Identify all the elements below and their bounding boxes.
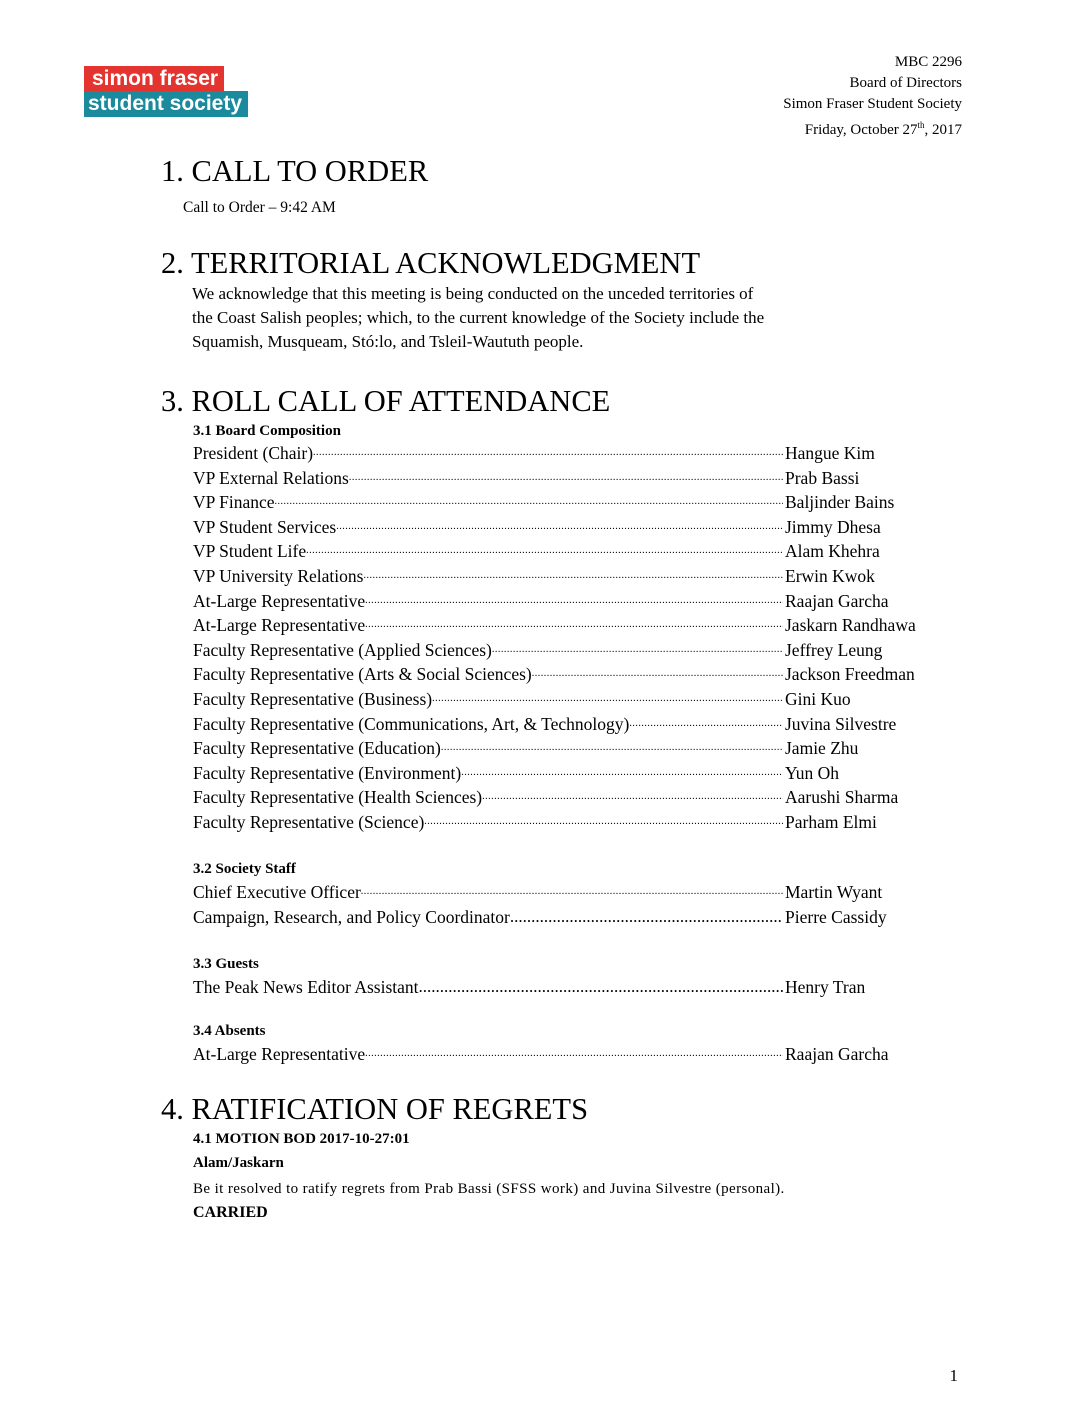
attendance-name: Prab Bassi [785, 467, 860, 488]
guests-heading: 3.3 Guests [193, 956, 259, 972]
attendance-name: Jackson Freedman [785, 664, 915, 685]
attendance-row [193, 466, 955, 490]
section-3-title: 3. ROLL CALL OF ATTENDANCE [161, 384, 611, 418]
dot-leader [365, 613, 783, 637]
attendance-name: Aarushi Sharma [785, 787, 899, 808]
acknowledgment-line-3: Squamish, Musqueam, Stó:lo, and Tsleil-Waututh people. [192, 332, 584, 351]
attendance-role: Faculty Representative (Environment) [193, 762, 462, 783]
attendance-role: Faculty Representative (Business) [193, 689, 433, 709]
attendance-row [193, 975, 955, 999]
attendance-role: President (Chair) [193, 443, 314, 463]
absents-heading: 3.4 Absents [193, 1023, 266, 1039]
attendance-name: Erwin Kwok [785, 566, 875, 586]
attendance-name: Pierre Cassidy [785, 906, 887, 927]
attendance-row [193, 736, 955, 760]
attendance-name: Parham Elmi [785, 812, 877, 832]
attendance-row [193, 905, 955, 929]
attendance-name: Gini Kuo [785, 689, 851, 709]
dot-leader [336, 515, 783, 539]
attendance-role: Faculty Representative (Communications, Art, & Technology) [193, 713, 630, 734]
attendance-role: VP Student Life [193, 541, 307, 562]
attendance-row [193, 589, 955, 613]
call-to-order-text: Call to Order – 9:42 AM [183, 199, 336, 216]
attendance-role: At-Large Representative [193, 615, 366, 636]
attendance-role: VP External Relations [193, 467, 349, 488]
attendance-row [193, 810, 955, 834]
attendance-row [193, 441, 955, 465]
attendance-role: At-Large Representative [193, 590, 366, 611]
dot-leader [461, 761, 783, 785]
attendance-role: Faculty Representative (Arts & Social Sciences) [193, 664, 532, 685]
attendance-row [193, 761, 955, 785]
attendance-name: Jeffrey Leung [785, 639, 883, 660]
header-code: MBC 2296 [894, 54, 962, 70]
attendance-row [193, 785, 955, 809]
dot-leader [510, 905, 783, 929]
logo-line-2: student society [84, 91, 248, 117]
attendance-role: VP Finance [193, 492, 275, 513]
attendance-role: Faculty Representative (Health Sciences) [193, 787, 483, 808]
motion-text: Be it resolved to ratify regrets from Prab Bassi (SFSS work) and Juvina Silvestre (personal). [193, 1181, 785, 1197]
attendance-name: Jamie Zhu [785, 738, 859, 759]
attendance-name: Raajan Garcha [785, 1044, 889, 1064]
attendance-role: Faculty Representative (Science) [193, 812, 425, 832]
attendance-row [193, 1042, 955, 1066]
section-4-title: 4. RATIFICATION OF REGRETS [161, 1092, 589, 1126]
attendance-row [193, 662, 955, 686]
page-number: 1 [949, 1366, 958, 1385]
dot-leader [363, 564, 783, 588]
logo-line-1: simon fraser [84, 66, 224, 91]
attendance-row [193, 613, 955, 637]
dot-leader [419, 975, 783, 999]
dot-leader [482, 785, 783, 809]
attendance-row [193, 515, 955, 539]
document-header [783, 52, 962, 141]
attendance-role: The Peak News Editor Assistant [193, 977, 419, 997]
attendance-name: Yun Oh [785, 762, 839, 783]
dot-leader [275, 490, 784, 514]
attendance-name: Hangue Kim [785, 443, 875, 463]
dot-leader [365, 589, 783, 613]
board-composition-heading: 3.1 Board Composition [193, 423, 341, 439]
attendance-row [193, 638, 955, 662]
motion-result: CARRIED [193, 1204, 268, 1221]
dot-leader [441, 736, 783, 760]
attendance-name: Juvina Silvestre [785, 713, 897, 734]
attendance-name: Jimmy Dhesa [785, 516, 881, 537]
attendance-role: At-Large Representative [193, 1044, 366, 1064]
dot-leader [492, 638, 783, 662]
attendance-role: VP Student Services [193, 516, 337, 537]
acknowledgment-line-1: We acknowledge that this meeting is being conducted on the unceded territories of [192, 284, 754, 303]
attendance-name: Alam Khehra [785, 541, 880, 562]
dot-leader [306, 539, 783, 563]
attendance-row [193, 564, 955, 588]
section-1-title: 1. CALL TO ORDER [161, 154, 429, 188]
attendance-row [193, 687, 955, 711]
attendance-role: Chief Executive Officer [193, 882, 361, 902]
attendance-role: Campaign, Research, and Policy Coordinator [193, 906, 510, 927]
attendance-role: Faculty Representative (Education) [193, 738, 441, 759]
attendance-row [193, 712, 955, 736]
sfss-logo [84, 66, 248, 117]
attendance-name: Martin Wyant [785, 882, 883, 902]
section-2-title: 2. TERRITORIAL ACKNOWLEDGMENT [161, 246, 701, 280]
dot-leader [424, 810, 783, 834]
attendance-row [193, 490, 955, 514]
motion-heading: 4.1 MOTION BOD 2017-10-27:01 [193, 1131, 410, 1147]
header-org: Simon Fraser Student Society [783, 96, 962, 112]
attendance-name: Jaskarn Randhawa [785, 615, 916, 636]
header-date: Friday, October 27th, 2017 [804, 120, 962, 138]
attendance-row [193, 880, 955, 904]
dot-leader [365, 1042, 783, 1066]
attendance-name: Raajan Garcha [785, 590, 889, 611]
acknowledgment-line-2: the Coast Salish peoples; which, to the current knowledge of the Society include the [192, 308, 765, 327]
dot-leader [629, 712, 783, 736]
dot-leader [361, 880, 783, 904]
society-staff-heading: 3.2 Society Staff [193, 861, 296, 877]
dot-leader [432, 687, 783, 711]
attendance-name: Baljinder Bains [785, 492, 895, 513]
dot-leader [313, 441, 783, 465]
header-board: Board of Directors [849, 75, 962, 91]
attendance-name: Henry Tran [785, 977, 866, 997]
motion-movers: Alam/Jaskarn [193, 1155, 284, 1171]
attendance-role: Faculty Representative (Applied Sciences) [193, 639, 492, 660]
attendance-row [193, 539, 955, 563]
dot-leader [349, 466, 783, 490]
attendance-role: VP University Relations [193, 566, 364, 586]
dot-leader [532, 662, 783, 686]
